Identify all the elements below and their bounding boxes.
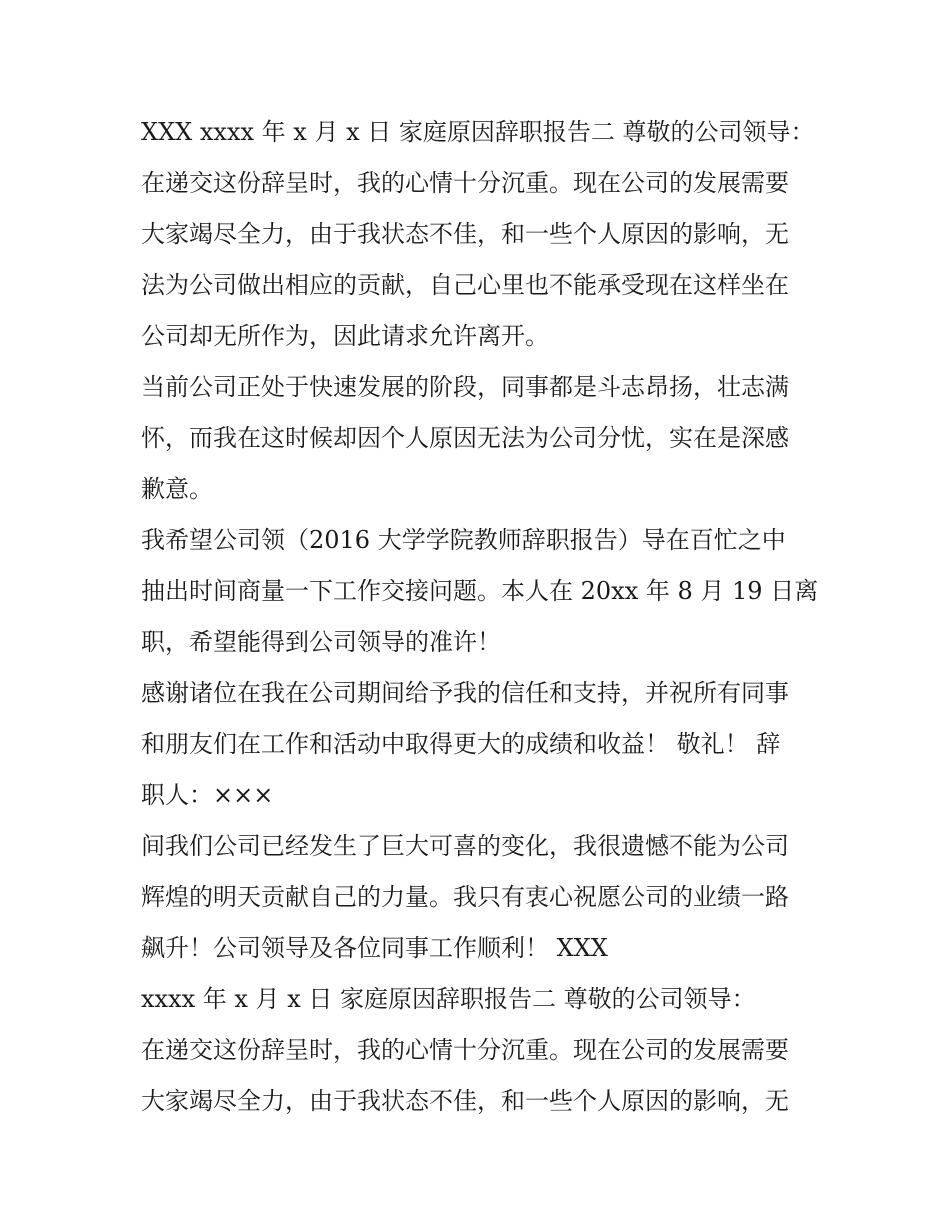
document-body [141, 107, 831, 1127]
text-line: 职，希望能得到公司领导的准许！ [141, 628, 501, 656]
text-line: 飙升！公司领导及各位同事工作顺利！ XXX [141, 934, 608, 962]
text-line: 感谢诸位在我在公司期间给予我的信任和支持，并祝所有同事 [141, 679, 789, 707]
text-line: 和朋友们在工作和活动中取得更大的成绩和收益！ 敬礼！ 辞 [141, 730, 781, 758]
text-line: 我希望公司领（2016 大学学院教师辞职报告）导在百忙之中 [141, 526, 786, 554]
text-line: 职人：××× [141, 781, 274, 809]
text-line: 当前公司正处于快速发展的阶段，同事都是斗志昂扬，壮志满 [141, 373, 789, 401]
text-line: 歉意。 [141, 475, 213, 503]
text-line: 大家竭尽全力，由于我状态不佳，和一些个人原因的影响，无 [141, 1087, 789, 1115]
text-line: XXX xxxx 年 x 月 x 日 家庭原因辞职报告二 尊敬的公司领导： [141, 118, 815, 146]
text-line: 抽出时间商量一下工作交接问题。本人在 20xx 年 8 月 19 日离 [141, 577, 819, 605]
text-line: 在递交这份辞呈时，我的心情十分沉重。现在公司的发展需要 [141, 1036, 789, 1064]
text-line: 怀，而我在这时候却因个人原因无法为公司分忧，实在是深感 [141, 424, 789, 452]
text-line: 间我们公司已经发生了巨大可喜的变化，我很遗憾不能为公司 [141, 832, 789, 860]
text-line: xxxx 年 x 月 x 日 家庭原因辞职报告二 尊敬的公司领导： [141, 985, 756, 1013]
text-line: 大家竭尽全力，由于我状态不佳，和一些个人原因的影响，无 [141, 220, 789, 248]
text-line: 法为公司做出相应的贡献，自己心里也不能承受现在这样坐在 [141, 271, 789, 299]
text-line: 公司却无所作为，因此请求允许离开。 [141, 322, 549, 350]
text-line: 辉煌的明天贡献自己的力量。我只有衷心祝愿公司的业绩一路 [141, 883, 789, 911]
text-line: 在递交这份辞呈时，我的心情十分沉重。现在公司的发展需要 [141, 169, 789, 197]
